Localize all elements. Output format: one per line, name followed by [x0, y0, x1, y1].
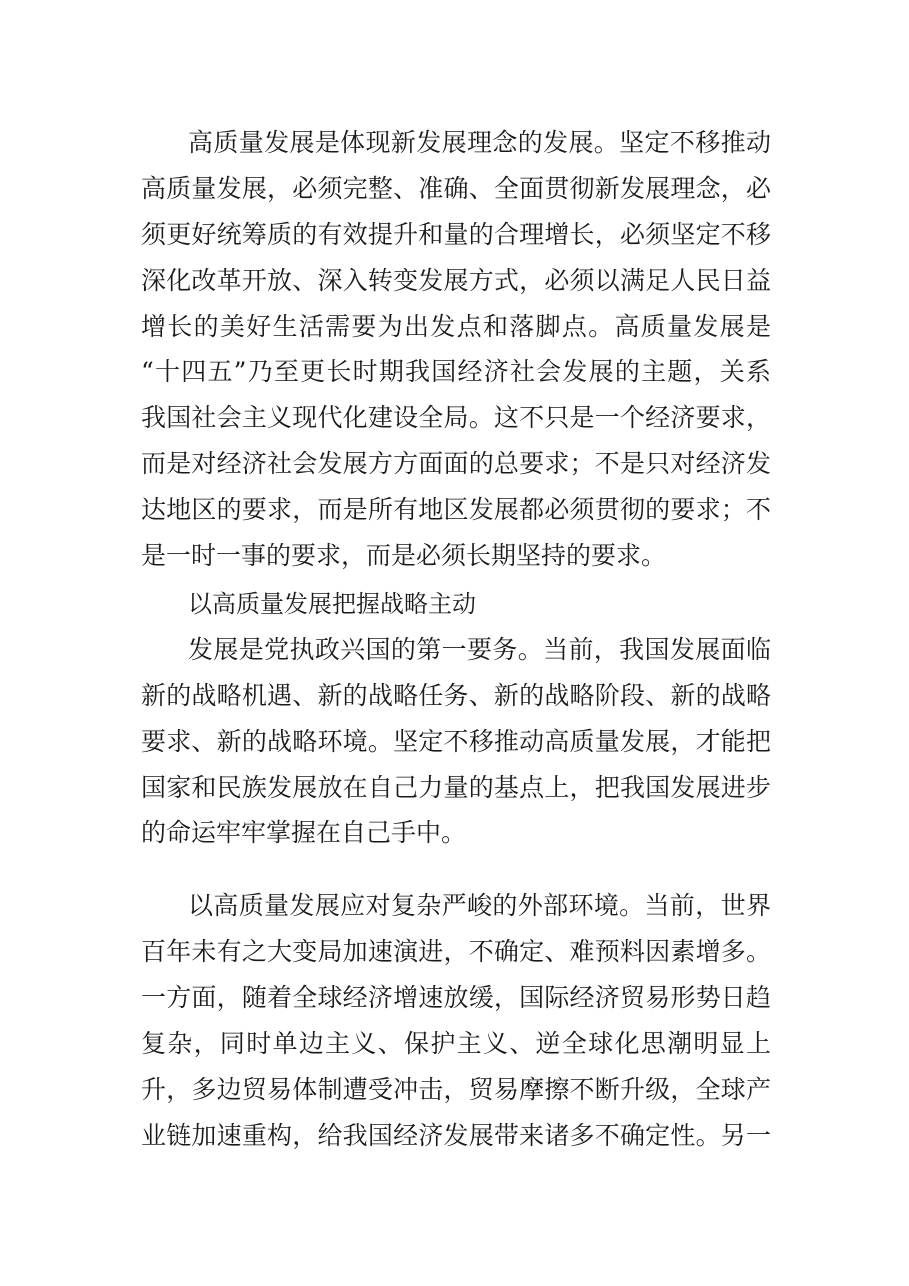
- paragraph-2-line-1: 发展是党执政兴国的第一要务。当前，我国发展面临: [188, 635, 771, 664]
- paragraph-2-line-2: 新的战略机遇、新的战略任务、新的战略阶段、新的战略: [141, 681, 771, 710]
- section-heading: 以高质量发展把握战略主动: [188, 590, 476, 618]
- paragraph-2-line-5: 的命运牢牢掌握在自己手中。: [141, 818, 467, 847]
- paragraph-3-line-5: 升，多边贸易体制遭受冲击，贸易摩擦不断升级，全球产: [141, 1075, 771, 1104]
- paragraph-3-line-6: 业链加速重构，给我国经济发展带来诸多不确定性。另一: [141, 1121, 771, 1150]
- paragraph-1-line-10: 是一时一事的要求，而是必须长期坚持的要求。: [141, 541, 667, 570]
- paragraph-2-line-3: 要求、新的战略环境。坚定不移推动高质量发展，才能把: [141, 727, 771, 756]
- paragraph-1-line-8: 而是对经济社会发展方方面面的总要求；不是只对经济发: [141, 449, 771, 478]
- paragraph-1-line-1: 高质量发展是体现新发展理念的发展。坚定不移推动: [188, 128, 771, 157]
- paragraph-1-line-9: 达地区的要求，而是所有地区发展都必须贯彻的要求；不: [141, 495, 771, 524]
- paragraph-3-line-1: 以高质量发展应对复杂严峻的外部环境。当前，世界: [188, 891, 771, 920]
- paragraph-3-line-4: 复杂，同时单边主义、保护主义、逆全球化思潮明显上: [141, 1029, 771, 1058]
- paragraph-1-line-6: “十四五”乃至更长时期我国经济社会发展的主题，关系: [141, 357, 771, 386]
- paragraph-1-line-4: 深化改革开放、深入转变发展方式，必须以满足人民日益: [141, 266, 771, 295]
- paragraph-3-line-2: 百年未有之大变局加速演进，不确定、难预料因素增多。: [141, 937, 771, 966]
- paragraph-1-line-3: 须更好统筹质的有效提升和量的合理增长，必须坚定不移: [141, 220, 771, 249]
- paragraph-1-line-2: 高质量发展，必须完整、准确、全面贯彻新发展理念，必: [141, 174, 771, 203]
- paragraph-2-line-4: 国家和民族发展放在自己力量的基点上，把我国发展进步: [141, 773, 771, 802]
- paragraph-1-line-5: 增长的美好生活需要为出发点和落脚点。高质量发展是: [141, 312, 771, 341]
- paragraph-1-line-7: 我国社会主义现代化建设全局。这不只是一个经济要求，: [141, 403, 771, 432]
- paragraph-3-line-3: 一方面，随着全球经济增速放缓，国际经济贸易形势日趋: [141, 983, 771, 1012]
